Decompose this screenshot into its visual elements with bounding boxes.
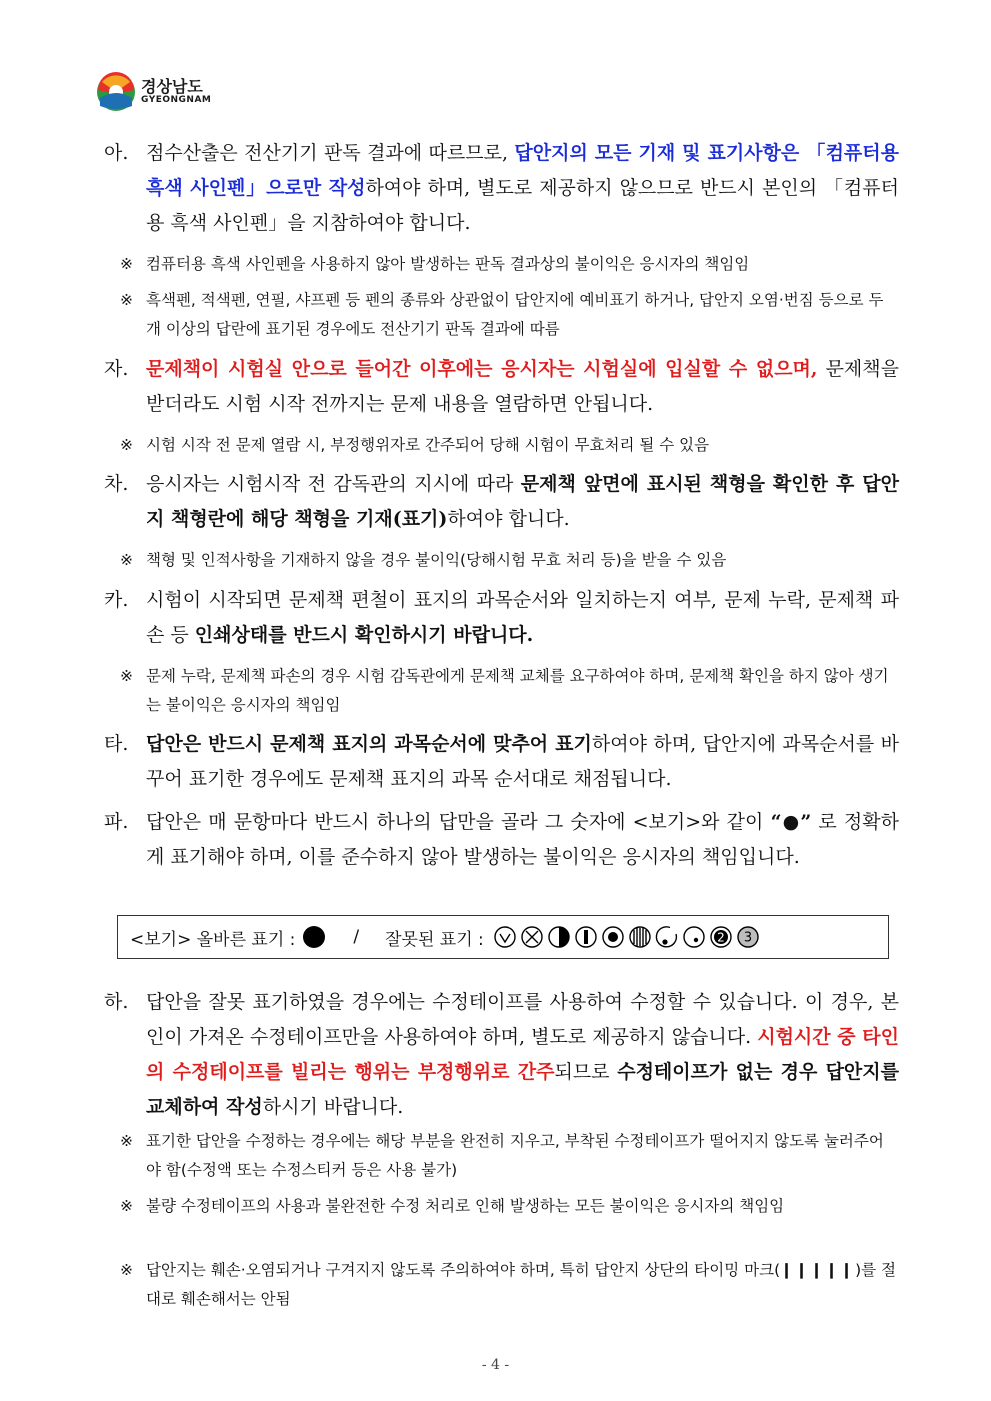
section-ta xyxy=(104,727,899,797)
note-marker: ※ xyxy=(120,1132,133,1150)
note-text: 표기한 답안을 수정하는 경우에는 해당 부분을 완전히 지우고, 부착된 수정테이프가 떨어지지 않도록 눌러주어야 함(수정액 또는 수정스티커 등은 사용 불가) xyxy=(146,1132,884,1179)
section-marker: 카. xyxy=(104,589,129,611)
note-text: 답안지는 훼손·오염되거나 구겨지지 않도록 주의하여야 하며, 특히 답안지 상단의 타이밍 마크( xyxy=(146,1261,781,1279)
note-text: 불량 수정테이프의 사용과 불완전한 수정 처리로 인해 발생하는 모든 불이익은 응시자의 책임임 xyxy=(146,1197,785,1215)
example-slash: / xyxy=(353,927,360,947)
note-text: 책형 및 인적사항을 기재하지 않을 경우 불이익(당해시험 무효 처리 등)을 받을 수 있음 xyxy=(146,551,727,569)
wrong-mark-number-3-icon xyxy=(736,925,760,949)
note-text: 흑색펜, 적색펜, 연필, 샤프펜 등 펜의 종류와 상관없이 답안지에 예비표기 하거나, 답안지 오염·번짐 등으로 두 개 이상의 답란에 표기된 경우에도 전산기기 판독 결과에 따름 xyxy=(146,291,884,338)
section-ka xyxy=(104,583,899,653)
gyeongnam-emblem-icon xyxy=(96,72,136,112)
timing-marks: ❙❙❙❙❙ xyxy=(780,1261,856,1279)
section-marker: 아. xyxy=(104,142,129,164)
gyeongnam-logo xyxy=(96,68,226,118)
logo-name-korean: 경상남도 xyxy=(141,77,203,96)
note-text: )를 절대로 훼손해서는 안됨 xyxy=(146,1261,897,1308)
section-marker: 파. xyxy=(104,811,129,833)
section-a xyxy=(104,136,899,241)
section-text: 시험이 시작되면 문제책 편철이 표지의 과목순서와 일치하는지 여부, 문제 누락, 문제책 파손 등 xyxy=(146,589,899,646)
note-a-2 xyxy=(120,286,898,344)
page-number: - 4 - xyxy=(481,1357,510,1373)
section-text: 로 정확하게 표기해야 하며, 이를 준수하지 않아 발생하는 불이익은 응시자의 책임입니다. xyxy=(146,811,899,868)
wrong-mark-dot-icon xyxy=(601,925,625,949)
emphasis-bold: 인쇄상태를 반드시 확인하시기 바랍니다. xyxy=(194,624,534,646)
note-cha xyxy=(120,546,898,575)
section-pa xyxy=(104,805,899,875)
wrong-mark-half-icon xyxy=(547,925,571,949)
section-marker: 타. xyxy=(104,733,129,755)
note-ha-3 xyxy=(120,1256,898,1314)
section-marker: 자. xyxy=(104,358,129,380)
section-marker: 하. xyxy=(104,991,129,1013)
example-label: <보기> 올바른 표기 : xyxy=(130,929,296,950)
wrong-mark-small-dot-icon xyxy=(682,925,706,949)
correct-mark-icon xyxy=(303,926,325,948)
emphasis-bold: 답안은 반드시 문제책 표지의 과목순서에 맞추어 표기 xyxy=(146,733,592,755)
emphasis-bold: 수정테이프가 없는 경우 답안지를 교체하여 작성 xyxy=(146,1061,899,1118)
note-marker: ※ xyxy=(120,436,133,454)
note-marker: ※ xyxy=(120,291,133,309)
note-marker: ※ xyxy=(120,1197,133,1215)
wrong-mark-partial-icon xyxy=(655,925,679,949)
wrong-mark-lines-icon xyxy=(628,925,652,949)
section-text: 되므로 xyxy=(554,1061,618,1083)
section-text: 하여야 하며, 답안지에 과목순서를 바꾸어 표기한 경우에도 문제책 표지의 과목 순서대로 채점됩니다. xyxy=(146,733,899,790)
wrong-mark-x-icon xyxy=(520,925,544,949)
note-text: 문제 누락, 문제책 파손의 경우 시험 감독관에게 문제책 교체를 요구하여야 하며, 문제책 확인을 하지 않아 생기는 불이익은 응시자의 책임임 xyxy=(146,667,889,714)
note-text: 컴퓨터용 흑색 사인펜을 사용하지 않아 발생하는 판독 결과상의 불이익은 응시자의 책임임 xyxy=(146,255,750,273)
section-text: 응시자는 시험시작 전 감독관의 지시에 따라 xyxy=(146,473,521,495)
section-text: 답안은 매 문항마다 반드시 하나의 답만을 골라 그 숫자에 <보기>와 같이 xyxy=(146,811,771,833)
emphasis-blue: 답안지의 모든 기재 및 표기사항은 「컴퓨터용 흑색 사인펜」으로만 작성 xyxy=(146,142,899,199)
note-a-1 xyxy=(120,250,898,279)
note-ha-2 xyxy=(120,1192,898,1221)
emphasis-bold: “●” xyxy=(770,811,812,833)
section-cha xyxy=(104,467,899,537)
svg-text:3: 3 xyxy=(743,930,752,946)
svg-text:2: 2 xyxy=(716,930,725,945)
note-ja xyxy=(120,431,898,460)
wrong-mark-number-2-icon xyxy=(709,925,733,949)
emphasis-red: 문제책이 시험실 안으로 들어간 이후에는 응시자는 시험실에 입실할 수 없으며, xyxy=(146,358,818,380)
section-text: 점수산출은 전산기기 판독 결과에 따르므로, xyxy=(146,142,515,164)
marking-example-box xyxy=(117,915,889,959)
note-text: 시험 시작 전 문제 열람 시, 부정행위자로 간주되어 당해 시험이 무효처리 될 수 있음 xyxy=(146,436,710,454)
section-text: 문제책을 받더라도 시험 시작 전까지는 문제 내용을 열람하면 안됩니다. xyxy=(146,358,899,415)
section-text: 하시기 바랍니다. xyxy=(262,1096,404,1118)
section-ja xyxy=(104,352,899,422)
section-text: 답안을 잘못 표기하였을 경우에는 수정테이프를 사용하여 수정할 수 있습니다. 이 경우, 본인이 가져온 수정테이프만을 사용하여야 하며, 별도로 제공하지 않습니다. xyxy=(146,991,899,1048)
note-marker: ※ xyxy=(120,667,133,685)
note-marker: ※ xyxy=(120,1261,133,1279)
wrong-mark-check-icon xyxy=(493,925,517,949)
section-text: 하여야 하며, 별도로 제공하지 않으므로 반드시 본인의 「컴퓨터용 흑색 사인펜」을 지참하여야 합니다. xyxy=(146,177,899,234)
note-marker: ※ xyxy=(120,551,133,569)
note-ha-1 xyxy=(120,1127,898,1185)
wrong-label: 잘못된 표기 : xyxy=(385,929,484,950)
emphasis-red: 시험시간 중 타인의 수정테이프를 빌리는 행위는 부정행위로 간주 xyxy=(146,1026,899,1083)
emphasis-bold: 문제책 앞면에 표시된 책형을 확인한 후 답안지 책형란에 해당 책형을 기재(표기) xyxy=(146,473,899,530)
section-marker: 차. xyxy=(104,473,129,495)
section-ha xyxy=(104,985,899,1125)
logo-name-english: GYEONGNAM xyxy=(141,95,212,105)
note-marker: ※ xyxy=(120,255,133,273)
wrong-mark-bar-icon xyxy=(574,925,598,949)
note-ka xyxy=(120,662,898,720)
section-text: 하여야 합니다. xyxy=(447,508,570,530)
